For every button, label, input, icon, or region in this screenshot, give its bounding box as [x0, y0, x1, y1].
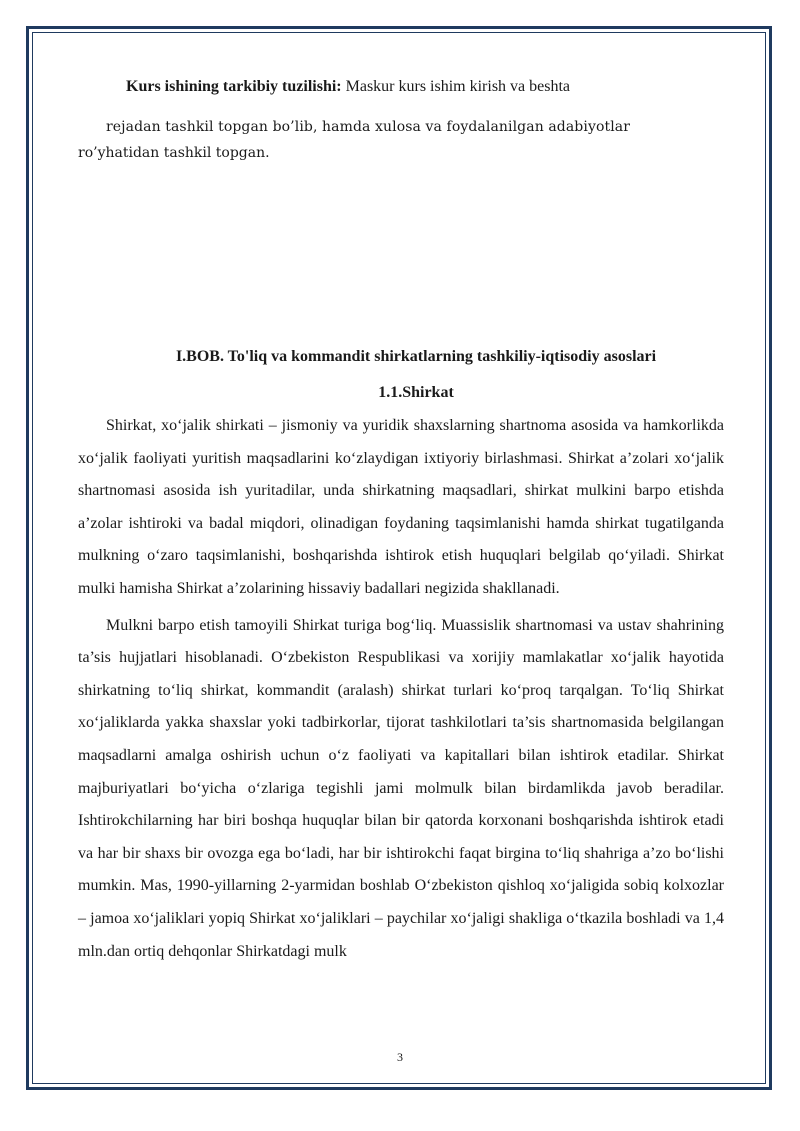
chapter-title: I.BOB. To'liq va kommandit shirkatlarning tashkiliy-iqtisodiy asoslari	[175, 348, 657, 365]
document-body	[78, 72, 724, 968]
intro-line-1	[78, 72, 724, 102]
intro-line-3: ro’yhatidan tashkil topgan.	[78, 145, 270, 161]
intro-line-2: rejadan tashkil topgan bo’lib, hamda xulosa va foydalanilgan adabiyotlar	[106, 119, 631, 135]
intro-line-1-text: Maskur kurs ishim kirish va beshta	[341, 78, 571, 95]
paragraph-1: Shirkat, xo‘jalik shirkati – jismoniy va yuridik shaxslarning shartnoma asosida va hamkorlikda xo‘jalik faoliyati yuritish maqsadlarini ko‘zlaydigan ixtiyoriy birlashmasi. Shirkat a’zolari xo‘jalik shartnomasi asosida ish yuritadilar, unda shirkatning maqsadlari, shirkat mulkini barpo etishda a’zolar ishtiroki va badal miqdori, olinadigan foydaning taqsimlanishi hamda shirkat tugatilganda mulkning o‘zaro taqsimlanishi, boshqarishda ishtirok etish huquqlari belgilab qo‘yiladi. Shirkat mulki hamisha Shirkat a’zolarining hissaviy badallari negizida shakllanadi.	[78, 417, 724, 597]
page-number: 3	[397, 1050, 403, 1064]
blank-space	[78, 166, 724, 342]
section-title: 1.1.Shirkat	[378, 384, 454, 401]
intro-bold-label: Kurs ishining tarkibiy tuzilishi:	[126, 78, 342, 95]
paragraph-2: Mulkni barpo etish tamoyili Shirkat turiga bog‘liq. Muassislik shartnomasi va ustav shahrining ta’sis hujjatlari hisoblanadi. O‘zbekiston Respublikasi va xorijiy mamlakatlar xo‘jalik hayotida shirkatning to‘liq shirkat, kommandit (aralash) shirkat turlari ko‘proq tarqalgan. To‘liq Shirkat xo‘jaliklarda yakka shaxslar yoki tadbirkorlar, tijorat tashkilotlari ta’sis shartnomasida belgilangan maqsadlarni amalga oshirish uchun o‘z faoliyati va kapitallari bilan ishtirok etadilar. Shirkat majburiyatlari bo‘yicha o‘zlariga tegishli jami molmulk bilan birdamlikda javob beradilar. Ishtirokchilarning har biri boshqa huquqlar bilan bir qatorda korxonani boshqarishda ishtirok etadi va har bir shaxs bir ovozga ega bo‘ladi, har bir ishtirokchi faqat birgina to‘liq shahriga a’zo bo‘lishi mumkin. Mas, 1990-yillarning 2-yarmidan boshlab O‘zbekiston qishloq xo‘jaligida sobiq kolxozlar – jamoa xo‘jaliklari yopiq Shirkat xo‘jaliklari – paychilar xo‘jaligi shakliga o‘tkazila boshladi va 1,4 mln.dan ortiq dehqonlar Shirkatdagi mulk	[78, 616, 724, 960]
